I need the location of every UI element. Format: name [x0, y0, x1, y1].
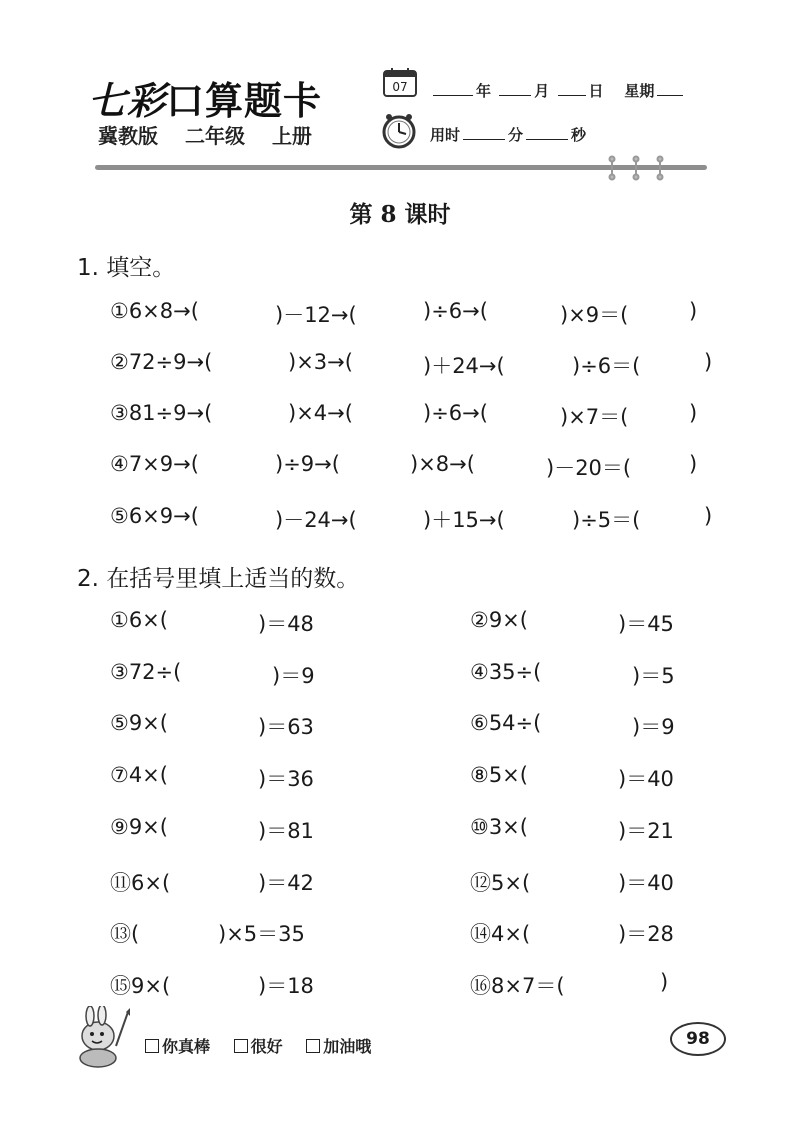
- fill-item: [110, 815, 410, 843]
- fill-left: ⑯8×7＝(: [470, 974, 565, 998]
- chain-seg: )×3→(: [288, 350, 353, 374]
- second-blank[interactable]: [526, 125, 568, 140]
- page-number: 98: [670, 1022, 726, 1056]
- chain-row: [110, 299, 730, 327]
- fill-item: [470, 763, 770, 791]
- fill-right: )＝45: [618, 612, 674, 636]
- day-blank[interactable]: [558, 81, 586, 96]
- chain-row: [110, 452, 730, 480]
- second-label: 秒: [571, 126, 587, 144]
- fill-left: ③72÷(: [110, 660, 182, 684]
- chain-seg: ③81÷9→(: [110, 401, 213, 425]
- lesson-title: 第 8 课时: [349, 201, 451, 228]
- chain-seg: )×4→(: [288, 401, 353, 425]
- chain-seg: ): [689, 452, 698, 476]
- brand-prefix: 七彩: [88, 78, 167, 123]
- fill-item: [470, 711, 770, 739]
- fill-left: ①6×(: [110, 608, 168, 632]
- fill-right: ): [660, 970, 669, 994]
- fill-right: )＝9: [632, 715, 675, 739]
- minute-label: 分: [508, 126, 524, 144]
- rating-good[interactable]: [234, 1037, 283, 1056]
- fill-right: )＝9: [272, 664, 315, 688]
- fill-right: )＝40: [618, 871, 674, 895]
- checkbox[interactable]: [306, 1039, 320, 1053]
- fill-item: [470, 608, 770, 636]
- chain-seg: ): [704, 350, 713, 374]
- rating-label: 很好: [250, 1037, 283, 1056]
- edition-line: [98, 120, 332, 149]
- fill-left: ⑩3×(: [470, 815, 528, 839]
- fill-item: [110, 763, 410, 791]
- fill-left: ⑭4×(: [470, 922, 531, 946]
- fill-item: [470, 970, 770, 998]
- fill-left: ⑥54÷(: [470, 711, 542, 735]
- chain-seg: )÷5＝(: [572, 508, 641, 532]
- brand-title: [88, 70, 322, 125]
- fill-item: [110, 660, 410, 688]
- fill-left: ⑫5×(: [470, 871, 531, 895]
- fill-left: ⑪6×(: [110, 871, 171, 895]
- edition-grade: 二年级: [184, 124, 245, 148]
- chain-seg: ): [704, 504, 713, 528]
- chain-seg: ④7×9→(: [110, 452, 199, 476]
- date-fill-line: [430, 80, 686, 101]
- fill-left: ⑬(: [110, 922, 140, 946]
- year-label: 年: [476, 82, 492, 100]
- fill-item: [110, 608, 410, 636]
- fill-item: [470, 918, 770, 946]
- time-used-label: 用时: [430, 126, 461, 144]
- edition-publisher: 冀教版: [98, 124, 158, 148]
- fill-item: [110, 970, 410, 998]
- fill-item: [470, 815, 770, 843]
- fill-right: )＝63: [258, 715, 314, 739]
- fill-item: [110, 867, 410, 895]
- checkbox[interactable]: [145, 1039, 159, 1053]
- chain-seg: )÷6＝(: [572, 354, 641, 378]
- chain-row: [110, 504, 730, 532]
- mascot-rabbit-icon: [68, 1006, 134, 1068]
- fill-right: )＝18: [258, 974, 314, 998]
- fill-item: [470, 660, 770, 688]
- day-label: 日: [588, 82, 604, 100]
- chain-seg: )×7＝(: [560, 405, 629, 429]
- chain-seg: ②72÷9→(: [110, 350, 213, 374]
- clock-icon: [380, 112, 418, 150]
- time-fill-line: [430, 124, 586, 145]
- rating-label: 加油哦: [323, 1037, 372, 1056]
- weekday-label: 星期: [624, 82, 655, 100]
- section1-title: 1. 填空。: [77, 255, 176, 281]
- rating-options: [145, 1034, 389, 1057]
- fill-left: ④35÷(: [470, 660, 542, 684]
- fill-right: )＝28: [618, 922, 674, 946]
- year-blank[interactable]: [433, 81, 473, 96]
- chain-seg: ): [689, 299, 698, 323]
- fill-item: [110, 711, 410, 739]
- fill-right: )＝40: [618, 767, 674, 791]
- chain-seg: ⑤6×9→(: [110, 504, 199, 528]
- fill-left: ⑧5×(: [470, 763, 528, 787]
- chain-row: [110, 350, 730, 378]
- chain-seg: )－20＝(: [546, 456, 632, 480]
- minute-blank[interactable]: [463, 125, 505, 140]
- month-label: 月: [534, 82, 550, 100]
- fill-right: )＝48: [258, 612, 314, 636]
- fill-left: ⑦4×(: [110, 763, 168, 787]
- chain-seg: )÷9→(: [275, 452, 340, 476]
- fill-item: [470, 867, 770, 895]
- chain-seg: )＋24→(: [423, 354, 505, 378]
- chain-seg: ): [689, 401, 698, 425]
- rating-label: 你真棒: [162, 1037, 211, 1056]
- chain-seg: )－24→(: [275, 508, 357, 532]
- divider-pins-icon: [604, 155, 668, 181]
- calendar-icon: [382, 66, 418, 98]
- fill-left: ⑤9×(: [110, 711, 168, 735]
- chain-row: [110, 401, 730, 429]
- checkbox[interactable]: [234, 1039, 248, 1053]
- fill-right: )＝36: [258, 767, 314, 791]
- fill-item: [110, 918, 410, 946]
- edition-volume: 上册: [271, 124, 312, 148]
- fill-left: ②9×(: [470, 608, 528, 632]
- section2-title: 2. 在括号里填上适当的数。: [77, 566, 360, 592]
- month-blank[interactable]: [499, 81, 531, 96]
- fill-left: ⑨9×(: [110, 815, 168, 839]
- fill-left: ⑮9×(: [110, 974, 171, 998]
- chain-seg: )÷6→(: [423, 299, 488, 323]
- calendar-day: 07: [392, 80, 408, 94]
- chain-seg: )－12→(: [275, 303, 357, 327]
- weekday-blank[interactable]: [657, 81, 683, 96]
- fill-right: )＝81: [258, 819, 314, 843]
- rating-great[interactable]: [145, 1037, 210, 1056]
- rating-keep-going[interactable]: [306, 1037, 371, 1056]
- chain-seg: )×8→(: [410, 452, 475, 476]
- chain-seg: )＋15→(: [423, 508, 505, 532]
- fill-right: )＝21: [618, 819, 674, 843]
- chain-seg: ①6×8→(: [110, 299, 199, 323]
- brand-main: 口算题卡: [166, 78, 323, 123]
- fill-right: )＝42: [258, 871, 314, 895]
- fill-right: )＝5: [632, 664, 675, 688]
- chain-seg: )÷6→(: [423, 401, 488, 425]
- chain-seg: )×9＝(: [560, 303, 629, 327]
- fill-right: )×5＝35: [218, 922, 305, 946]
